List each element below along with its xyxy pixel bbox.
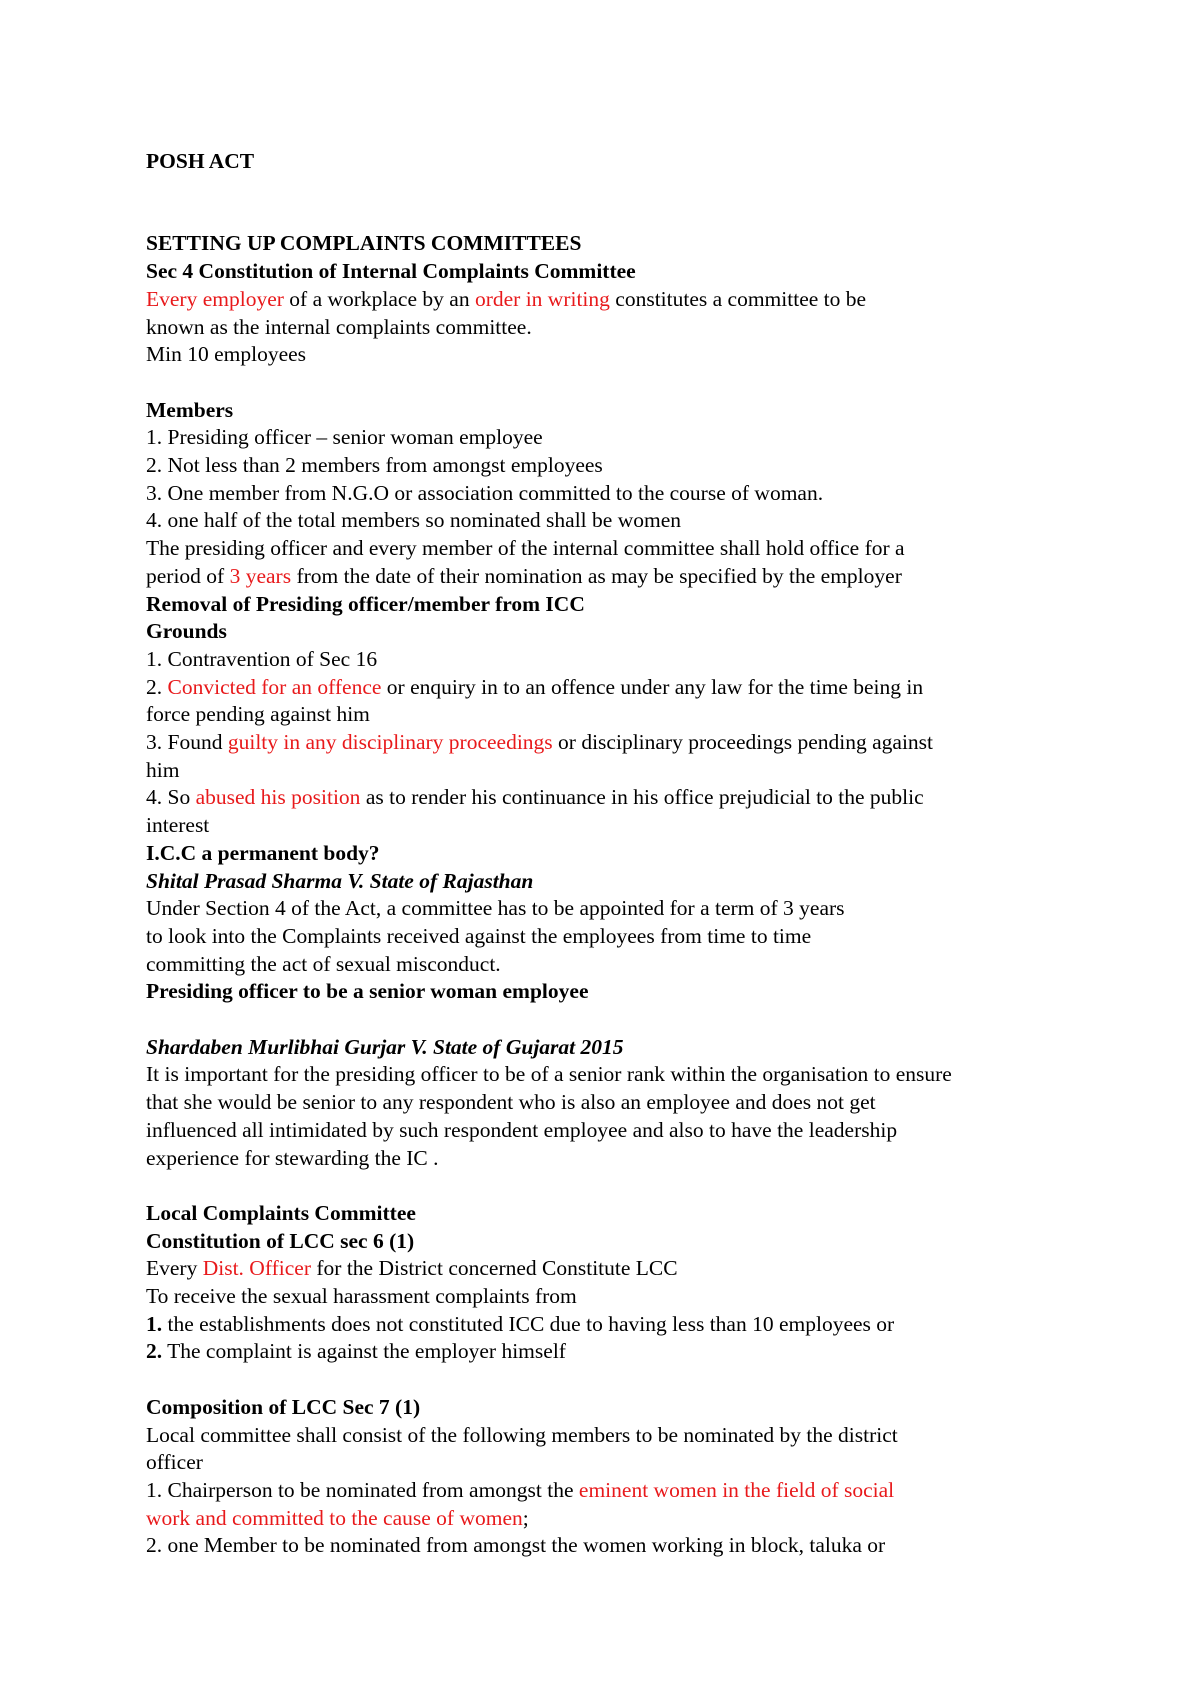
highlighted-text: Dist. Officer	[202, 1256, 311, 1281]
text-segment: Under Section 4 of the Act, a committee has to be appointed for a term of 3 years	[146, 896, 845, 921]
heading-line	[146, 230, 1086, 258]
text-segment: interest	[146, 813, 210, 838]
text-line	[146, 951, 1086, 979]
text-line	[146, 1477, 1086, 1505]
text-line	[146, 729, 1086, 757]
text-line	[146, 1338, 1086, 1366]
text-line	[146, 452, 1086, 480]
text-segment: The presiding officer and every member of the internal committee shall hold office for a	[146, 536, 905, 561]
text-segment: officer	[146, 1450, 203, 1475]
heading-line	[146, 978, 1086, 1006]
text-segment: The complaint is against the employer himself	[162, 1339, 566, 1364]
text-segment: of a workplace by an	[283, 286, 475, 311]
document-body	[146, 148, 1086, 1560]
heading-line	[146, 840, 1086, 868]
highlighted-text: order in writing	[474, 286, 610, 311]
text-segment: 1. Presiding officer – senior woman employee	[146, 425, 543, 450]
text-line	[146, 674, 1086, 702]
text-segment: POSH ACT	[146, 149, 255, 173]
text-segment: Min 10 employees	[146, 342, 307, 367]
text-line	[146, 1311, 1086, 1339]
text-segment: 3. One member from N.G.O or association committed to the course of woman.	[146, 480, 824, 505]
text-line	[146, 784, 1086, 812]
highlighted-text: eminent women in the field of social	[578, 1477, 895, 1502]
heading-line	[146, 618, 1086, 646]
text-line	[146, 1283, 1086, 1311]
text-segment: force pending against him	[146, 702, 370, 727]
heading-line	[146, 148, 1086, 176]
text-segment: 1.	[146, 1311, 163, 1336]
text-segment: known as the internal complaints committee.	[146, 314, 532, 339]
text-segment: SETTING UP COMPLAINTS COMMITTEES	[146, 231, 582, 256]
text-segment: that she would be senior to any respondent who is also an employee and does not get	[146, 1090, 876, 1115]
text-line	[146, 1089, 1086, 1117]
text-line	[146, 535, 1086, 563]
blank-line	[146, 203, 1086, 231]
text-segment: experience for stewarding the IC .	[146, 1145, 439, 1170]
text-segment: 2.	[146, 674, 168, 699]
blank-line	[146, 1366, 1086, 1394]
text-segment: Local Complaints Committee	[146, 1200, 416, 1225]
case-citation-line	[146, 1034, 1086, 1062]
text-segment: 2. Not less than 2 members from amongst employees	[146, 453, 603, 477]
text-line	[146, 507, 1086, 535]
blank-line	[146, 1006, 1086, 1034]
text-line	[146, 923, 1086, 951]
text-segment: from the date of their nomination as may be specified by the employer	[291, 563, 902, 588]
text-line	[146, 701, 1086, 729]
text-segment: 2. one Member to be nominated from amongst the women working in block, taluka or	[146, 1533, 886, 1558]
text-line	[146, 1061, 1086, 1089]
text-line	[146, 424, 1086, 452]
text-line	[146, 1505, 1086, 1533]
heading-line	[146, 591, 1086, 619]
text-line	[146, 1532, 1086, 1560]
blank-line	[146, 369, 1086, 397]
text-segment: to look into the Complaints received against the employees from time to time	[146, 923, 812, 948]
highlighted-text: Every employer	[146, 286, 284, 311]
text-segment: constitutes a committee to be	[609, 286, 867, 311]
text-line	[146, 812, 1086, 840]
text-line	[146, 1255, 1086, 1283]
text-line	[146, 341, 1086, 369]
text-segment: Shardaben Murlibhai Gurjar V. State of Gujarat 2015	[146, 1034, 624, 1059]
text-segment: or enquiry in to an offence under any law for the time being in	[381, 674, 924, 699]
text-segment: 1. Chairperson to be nominated from amongst the	[146, 1477, 579, 1502]
highlighted-text: Convicted for an offence	[167, 674, 382, 699]
text-line	[146, 1449, 1086, 1477]
text-segment: I.C.C a permanent body?	[146, 840, 380, 865]
text-segment: Constitution of LCC sec 6 (1)	[146, 1228, 415, 1253]
text-line	[146, 563, 1086, 591]
text-segment: 3. Found	[146, 730, 228, 755]
heading-line	[146, 258, 1086, 286]
heading-line	[146, 1394, 1086, 1422]
text-segment: influenced all intimidated by such respondent employee and also to have the leadership	[146, 1117, 898, 1142]
text-segment: To receive the sexual harassment complaints from	[146, 1284, 577, 1309]
text-line	[146, 480, 1086, 508]
heading-line	[146, 397, 1086, 425]
highlighted-text: work and committed to the cause of women	[146, 1505, 523, 1530]
text-segment: Grounds	[146, 619, 227, 644]
text-line	[146, 895, 1086, 923]
text-segment: 1. Contravention of Sec 16	[146, 646, 378, 671]
highlighted-text: abused his position	[195, 785, 361, 810]
text-segment: 4. So	[146, 785, 196, 810]
heading-line	[146, 1228, 1086, 1256]
text-segment: period of	[146, 563, 230, 588]
text-segment: for the District concerned Constitute LCC	[311, 1256, 678, 1281]
text-segment: Presiding officer to be a senior woman employee	[146, 979, 589, 1004]
text-line	[146, 314, 1086, 342]
heading-line	[146, 1200, 1086, 1228]
text-line	[146, 1422, 1086, 1450]
text-segment: Sec 4 Constitution of Internal Complaints Committee	[146, 259, 636, 284]
highlighted-text: 3 years	[229, 563, 292, 588]
text-segment: the establishments does not constituted ICC due to having less than 10 employees or	[162, 1311, 895, 1336]
text-segment: Removal of Presiding officer/member from ICC	[146, 591, 585, 616]
text-segment: committing the act of sexual misconduct.	[146, 951, 501, 976]
text-line	[146, 1145, 1086, 1173]
text-segment: Shital Prasad Sharma V. State of Rajasthan	[146, 868, 534, 893]
text-segment: Composition of LCC Sec 7 (1)	[146, 1394, 421, 1419]
text-line	[146, 286, 1086, 314]
text-segment: It is important for the presiding officer to be of a senior rank within the organisation to ensure	[146, 1062, 952, 1087]
case-citation-line	[146, 868, 1086, 896]
text-segment: ;	[522, 1505, 529, 1530]
text-segment: Every	[146, 1256, 203, 1281]
blank-line	[146, 1172, 1086, 1200]
text-line	[146, 757, 1086, 785]
text-segment: Members	[146, 397, 234, 422]
text-line	[146, 646, 1086, 674]
text-segment: 2.	[146, 1339, 163, 1364]
text-segment: as to render his continuance in his office prejudicial to the public	[360, 785, 924, 810]
highlighted-text: guilty in any disciplinary proceedings	[227, 730, 553, 755]
text-line	[146, 1117, 1086, 1145]
text-segment: Local committee shall consist of the following members to be nominated by the district	[146, 1422, 898, 1447]
text-segment: him	[146, 757, 180, 782]
text-segment: 4. one half of the total members so nominated shall be women	[146, 508, 681, 533]
text-segment: or disciplinary proceedings pending against	[552, 730, 934, 755]
